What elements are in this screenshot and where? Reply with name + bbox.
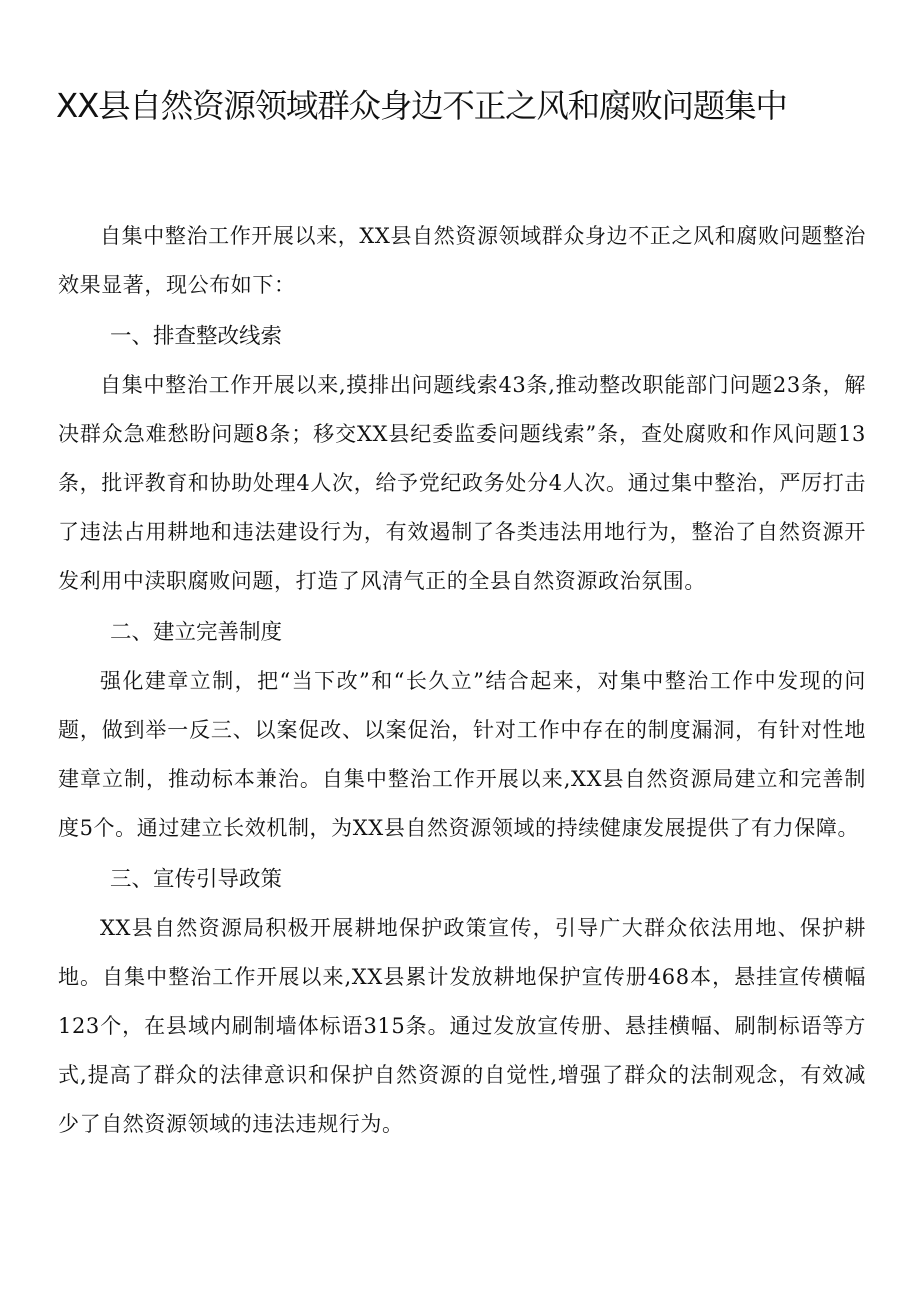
section-heading-1: 一、排查整改线索 [110, 324, 283, 349]
section-heading-2: 二、建立完善制度 [110, 620, 283, 645]
document-title: XX县自然资源领域群众身边不正之风和腐败问题集中 [56, 87, 787, 125]
intro-paragraph: 自集中整治工作开展以来，XX县自然资源领域群众身边不正之风和腐败问题整治效果显著，现公布如下： [58, 224, 866, 297]
section-paragraph-3: XX县自然资源局积极开展耕地保护政策宣传，引导广大群众依法用地、保护耕地。自集中整治工作开展以来,XX县累计发放耕地保护宣传册468本，悬挂宣传横幅123个，在县域内刷制墙体标语315条。通过发放宣传册、悬挂横幅、刷制标语等方式,提高了群众的法律意识和保护自然资源的自觉性,增强了群众的法制观念，有效减少了自然资源领域的违法违规行为。 [58, 916, 866, 1136]
section-paragraph-2: 强化建章立制，把“当下改”和“长久立”结合起来，对集中整治工作中发现的问题，做到举一反三、以案促改、以案促治，针对工作中存在的制度漏洞，有针对性地建章立制，推动标本兼治。自集中整治工作开展以来,XX县自然资源局建立和完善制度5个。通过建立长效机制，为XX县自然资源领域的持续健康发展提供了有力保障。 [58, 669, 866, 840]
section-heading-3: 三、宣传引导政策 [110, 867, 283, 892]
section-paragraph-1: 自集中整治工作开展以来,摸排出问题线索43条,推动整改职能部门问题23条，解决群众急难愁盼问题8条；移交XX县纪委监委问题线索”条，查处腐败和作风问题13条，批评教育和协助处理4人次，给予党纪政务处分4人次。通过集中整治，严厉打击了违法占用耕地和违法建设行为，有效遏制了各类违法用地行为，整治了自然资源开发利用中渎职腐败问题，打造了风清气正的全县自然资源政治氛围。 [58, 373, 866, 593]
document-body [58, 212, 866, 1149]
